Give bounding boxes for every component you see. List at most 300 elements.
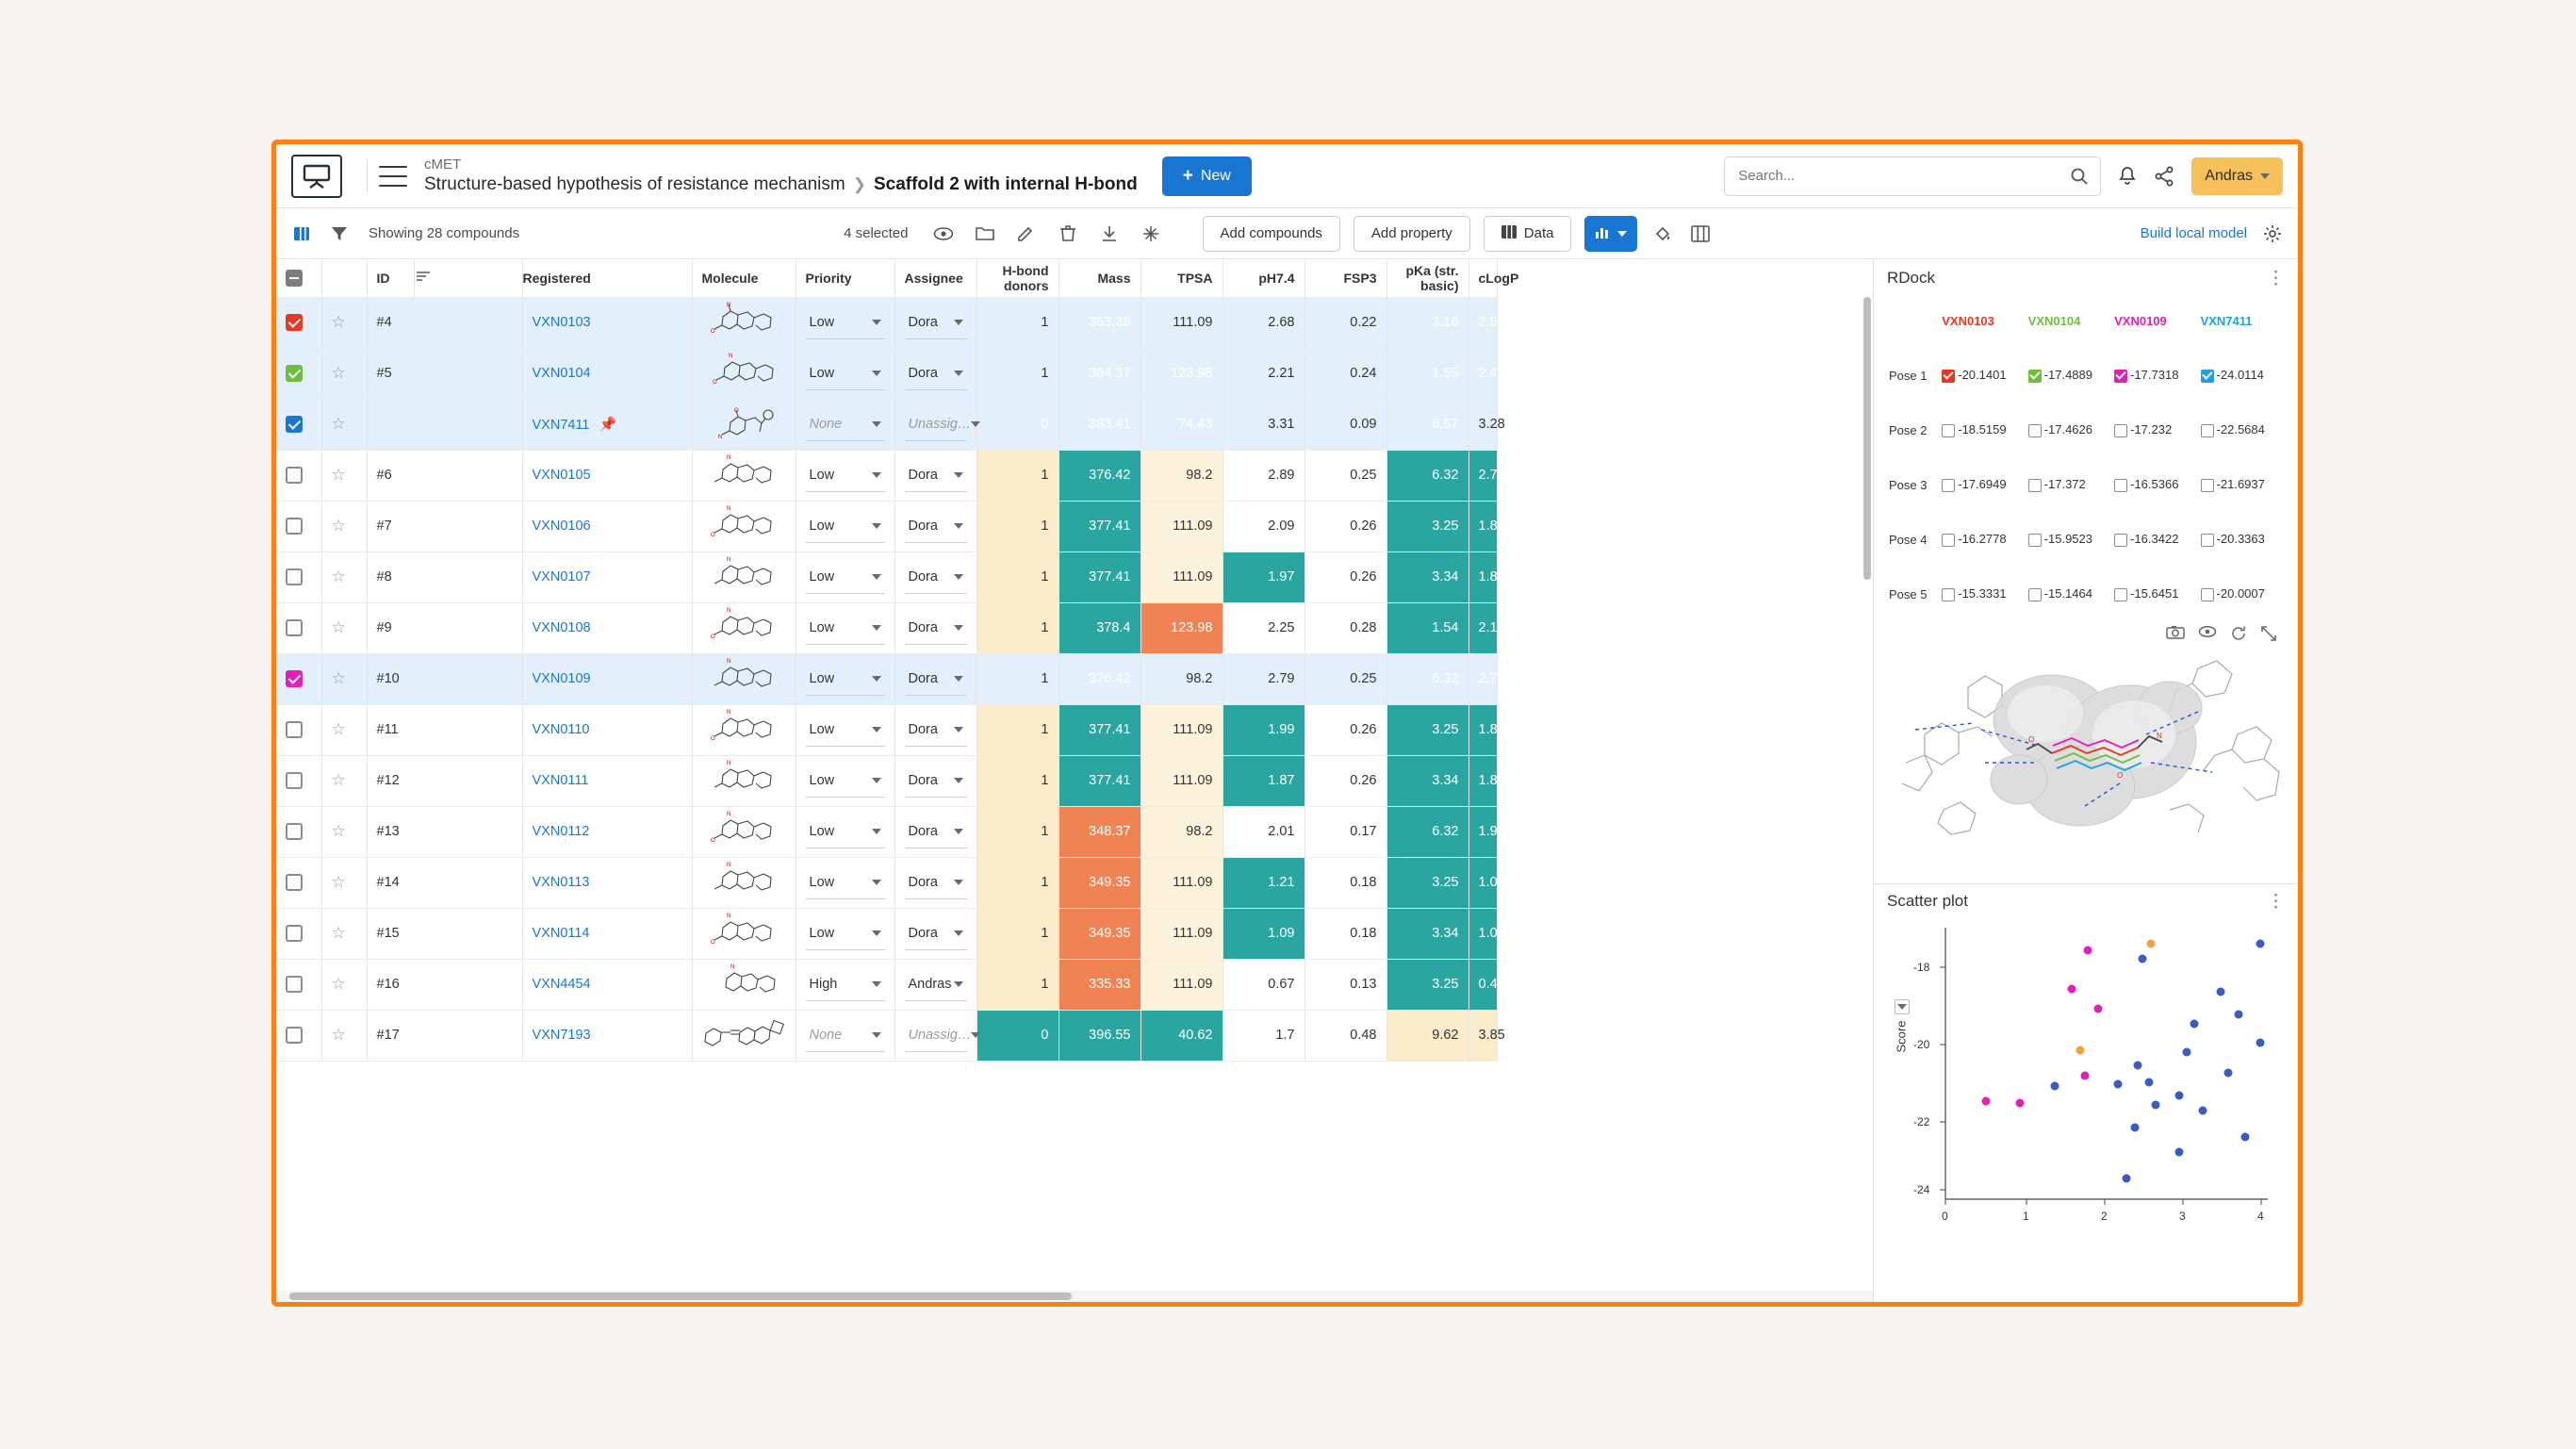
pose-checkbox[interactable] — [1942, 370, 1955, 383]
download-icon[interactable] — [1097, 222, 1122, 246]
col-mass[interactable]: Mass — [1058, 259, 1140, 297]
search-box[interactable] — [1724, 156, 2101, 196]
row-registered[interactable] — [522, 959, 692, 1010]
row-assignee[interactable] — [894, 704, 976, 755]
row-molecule[interactable] — [692, 399, 796, 450]
add-property-button[interactable] — [1354, 216, 1470, 252]
select-all-cell[interactable] — [276, 259, 321, 297]
row-registered[interactable] — [522, 755, 692, 806]
priority-dropdown[interactable] — [806, 306, 885, 339]
table-row[interactable] — [276, 450, 1497, 501]
pose-checkbox[interactable] — [1942, 534, 1955, 547]
star-icon[interactable]: ☆ — [331, 618, 346, 636]
table-row[interactable] — [276, 857, 1497, 908]
rdock-menu-icon[interactable]: ⋮ — [2267, 268, 2285, 288]
row-checkbox[interactable] — [286, 416, 303, 433]
row-molecule[interactable] — [692, 602, 796, 653]
row-registered[interactable] — [522, 908, 692, 959]
user-menu[interactable] — [2191, 157, 2283, 195]
row-molecule[interactable] — [692, 348, 796, 399]
col-priority[interactable]: Priority — [796, 259, 894, 297]
row-priority[interactable] — [796, 348, 894, 399]
row-select-cell[interactable] — [276, 1010, 321, 1061]
row-favorite-cell[interactable] — [321, 501, 367, 552]
assignee-dropdown[interactable] — [905, 306, 967, 339]
row-registered[interactable] — [522, 501, 692, 552]
pose-col-compound[interactable]: VXN0109 — [2114, 313, 2167, 328]
pose-cell[interactable] — [2199, 348, 2285, 403]
row-pka: 3.34 — [1386, 755, 1468, 806]
row-clogp: 1.85 — [1468, 501, 1497, 552]
row-registered[interactable] — [522, 1010, 692, 1061]
row-select-cell[interactable] — [276, 908, 321, 959]
sort-icon[interactable] — [415, 270, 435, 283]
col-tpsa[interactable]: TPSA — [1140, 259, 1222, 297]
pose-checkbox[interactable] — [2114, 479, 2127, 492]
row-registered[interactable] — [522, 704, 692, 755]
svg-text:N: N — [2157, 732, 2162, 740]
pose-cell[interactable] — [1940, 348, 2026, 403]
table-row[interactable] — [276, 806, 1497, 857]
row-favorite-cell[interactable] — [321, 857, 367, 908]
row-checkbox[interactable] — [286, 467, 303, 484]
row-molecule[interactable] — [692, 450, 796, 501]
star-icon[interactable]: ☆ — [331, 924, 346, 942]
pose-checkbox[interactable] — [2114, 370, 2127, 383]
row-molecule[interactable] — [692, 653, 796, 704]
row-checkbox[interactable] — [286, 670, 303, 687]
row-favorite-cell[interactable] — [321, 348, 367, 399]
row-assignee[interactable] — [894, 501, 976, 552]
row-select-cell[interactable] — [276, 450, 321, 501]
priority-dropdown[interactable] — [806, 815, 885, 848]
priority-dropdown[interactable] — [806, 714, 885, 747]
priority-dropdown[interactable] — [806, 765, 885, 798]
pose-checkbox[interactable] — [2114, 588, 2127, 601]
pose-cell[interactable] — [2112, 457, 2198, 512]
registered-link[interactable]: VXN0107 — [532, 569, 591, 585]
molecule-3d-viewer[interactable] — [1887, 621, 2285, 874]
row-select-cell[interactable] — [276, 806, 321, 857]
star-icon[interactable]: ☆ — [331, 364, 346, 382]
registered-link[interactable]: VXN7411 — [532, 418, 590, 433]
row-select-cell[interactable] — [276, 857, 321, 908]
row-priority[interactable] — [796, 501, 894, 552]
app-logo[interactable] — [291, 155, 342, 198]
row-pka: 6.32 — [1386, 806, 1468, 857]
pose-col-compound[interactable]: VXN0103 — [1942, 313, 1994, 328]
pose-cell[interactable] — [2199, 403, 2285, 457]
priority-dropdown[interactable] — [806, 459, 885, 492]
col-registered[interactable]: Registered — [522, 259, 692, 297]
row-molecule[interactable] — [692, 959, 796, 1010]
row-select-cell[interactable] — [276, 755, 321, 806]
pose-checkbox[interactable] — [2114, 424, 2127, 437]
compound-table-pane[interactable] — [276, 259, 1874, 1302]
row-checkbox[interactable] — [286, 568, 303, 585]
table-row[interactable] — [276, 959, 1497, 1010]
row-molecule[interactable] — [692, 501, 796, 552]
row-registered[interactable] — [522, 399, 692, 450]
pose-cell[interactable] — [2026, 457, 2112, 512]
pose-cell[interactable] — [1940, 457, 2026, 512]
priority-dropdown[interactable] — [806, 663, 885, 696]
star-icon[interactable]: ☆ — [331, 313, 346, 331]
row-molecule[interactable] — [692, 704, 796, 755]
breadcrumb-parent[interactable]: Structure-based hypothesis of resistance mechanism — [424, 173, 845, 194]
row-molecule[interactable] — [692, 297, 796, 348]
row-favorite-cell[interactable] — [321, 399, 367, 450]
col-pka[interactable]: pKa (str. basic) — [1386, 259, 1468, 297]
row-checkbox[interactable] — [286, 619, 303, 636]
registered-link[interactable]: VXN0113 — [532, 875, 590, 890]
registered-link[interactable]: VXN0104 — [532, 366, 591, 381]
priority-dropdown[interactable] — [806, 968, 885, 1001]
assignee-dropdown[interactable] — [905, 968, 967, 1001]
row-checkbox[interactable] — [286, 823, 303, 840]
assignee-dropdown[interactable] — [905, 357, 967, 390]
search-icon[interactable] — [2070, 167, 2089, 186]
row-checkbox[interactable] — [286, 976, 303, 993]
assignee-dropdown[interactable] — [905, 408, 972, 441]
row-select-cell[interactable] — [276, 348, 321, 399]
col-hbond-donors[interactable]: H-bond donors — [976, 259, 1058, 297]
row-priority[interactable] — [796, 857, 894, 908]
pose-checkbox[interactable] — [1942, 588, 1955, 601]
pose-cell[interactable] — [2199, 457, 2285, 512]
row-registered[interactable] — [522, 297, 692, 348]
row-molecule[interactable] — [692, 552, 796, 602]
pose-cell[interactable] — [1940, 403, 2026, 457]
pin-icon[interactable]: 📌 — [599, 417, 617, 433]
filter-icon[interactable] — [327, 222, 352, 246]
assignee-dropdown[interactable] — [905, 815, 967, 848]
row-priority[interactable] — [796, 908, 894, 959]
freeze-icon[interactable] — [1139, 222, 1163, 246]
gear-icon[interactable] — [2260, 222, 2285, 246]
row-favorite-cell[interactable] — [321, 653, 367, 704]
row-priority[interactable] — [796, 399, 894, 450]
row-checkbox[interactable] — [286, 365, 303, 382]
registered-link[interactable]: VXN0114 — [532, 926, 590, 941]
row-molecule[interactable] — [692, 1010, 796, 1061]
row-favorite-cell[interactable] — [321, 297, 367, 348]
registered-link[interactable]: VXN0109 — [532, 671, 591, 686]
row-registered[interactable] — [522, 857, 692, 908]
pose-cell[interactable] — [1940, 567, 2026, 621]
row-registered[interactable] — [522, 602, 692, 653]
row-assignee[interactable] — [894, 755, 976, 806]
pose-cell[interactable] — [2112, 403, 2198, 457]
columns-layout-icon[interactable] — [289, 222, 314, 246]
star-icon[interactable]: ☆ — [331, 568, 346, 585]
row-assignee[interactable] — [894, 959, 976, 1010]
row-molecule[interactable] — [692, 755, 796, 806]
select-all-checkbox[interactable] — [286, 270, 303, 287]
row-select-cell[interactable] — [276, 297, 321, 348]
chevron-down-icon — [971, 1032, 980, 1038]
row-priority[interactable] — [796, 450, 894, 501]
pose-cell[interactable] — [2199, 512, 2285, 567]
registered-link[interactable]: VXN0110 — [532, 722, 590, 737]
pose-cell[interactable] — [2026, 348, 2112, 403]
assignee-dropdown[interactable] — [905, 765, 967, 798]
row-checkbox[interactable] — [286, 772, 303, 789]
star-icon[interactable]: ☆ — [331, 517, 346, 535]
edit-icon[interactable] — [1014, 222, 1039, 246]
layout-grid-icon[interactable] — [1688, 222, 1713, 246]
priority-dropdown[interactable] — [806, 1019, 885, 1052]
new-button[interactable] — [1162, 156, 1252, 196]
pose-checkbox[interactable] — [2028, 424, 2042, 437]
assignee-dropdown[interactable] — [905, 1019, 972, 1052]
row-priority[interactable] — [796, 297, 894, 348]
priority-dropdown[interactable] — [806, 510, 885, 543]
row-favorite-cell[interactable] — [321, 806, 367, 857]
row-checkbox[interactable] — [286, 1027, 303, 1044]
table-row[interactable] — [276, 348, 1497, 399]
col-id[interactable]: ID — [367, 259, 414, 297]
row-priority[interactable] — [796, 1010, 894, 1061]
row-priority[interactable] — [796, 806, 894, 857]
row-favorite-cell[interactable] — [321, 704, 367, 755]
pose-checkbox[interactable] — [2028, 370, 2042, 383]
assignee-dropdown[interactable] — [905, 866, 967, 899]
row-checkbox[interactable] — [286, 314, 303, 331]
assignee-dropdown[interactable] — [905, 663, 967, 696]
menu-icon[interactable] — [379, 166, 407, 187]
row-select-cell[interactable] — [276, 602, 321, 653]
pose-checkbox[interactable] — [2201, 424, 2214, 437]
registered-link[interactable]: VXN0112 — [532, 824, 590, 839]
table-vertical-scrollbar[interactable] — [1862, 297, 1873, 863]
data-button[interactable] — [1484, 216, 1572, 252]
row-registered[interactable] — [522, 806, 692, 857]
search-input[interactable] — [1736, 167, 2070, 185]
row-fsp3: 0.48 — [1304, 1010, 1386, 1061]
row-assignee[interactable] — [894, 399, 976, 450]
row-favorite-cell[interactable] — [321, 450, 367, 501]
row-priority[interactable] — [796, 704, 894, 755]
row-favorite-cell[interactable] — [321, 755, 367, 806]
table-row[interactable] — [276, 399, 1497, 450]
row-assignee[interactable] — [894, 602, 976, 653]
col-assignee[interactable]: Assignee — [894, 259, 976, 297]
chevron-down-icon — [954, 472, 963, 478]
pose-col-compound[interactable]: VXN7411 — [2200, 313, 2253, 328]
view-mode-button[interactable] — [1584, 216, 1637, 252]
table-row[interactable] — [276, 501, 1497, 552]
star-icon[interactable]: ☆ — [331, 720, 346, 738]
star-icon[interactable]: ☆ — [331, 669, 346, 687]
pose-checkbox[interactable] — [2028, 588, 2042, 601]
assignee-dropdown[interactable] — [905, 917, 967, 950]
pose-checkbox[interactable] — [2201, 588, 2214, 601]
registered-link[interactable]: VXN0105 — [532, 468, 591, 483]
chevron-down-icon — [954, 676, 963, 682]
notifications-icon[interactable] — [2118, 166, 2137, 187]
row-fsp3: 0.28 — [1304, 602, 1386, 653]
row-assignee[interactable] — [894, 552, 976, 602]
scatter-menu-icon[interactable]: ⋮ — [2267, 891, 2285, 912]
pose-checkbox[interactable] — [2028, 479, 2042, 492]
pose-cell[interactable] — [2112, 348, 2198, 403]
reset-view-icon[interactable] — [2230, 625, 2247, 647]
table-row[interactable] — [276, 908, 1497, 959]
row-select-cell[interactable] — [276, 653, 321, 704]
assignee-value: Dora — [908, 365, 938, 381]
row-molecule[interactable] — [692, 857, 796, 908]
table-horizontal-scrollbar[interactable] — [276, 1291, 1873, 1302]
registered-link[interactable]: VXN7193 — [532, 1028, 591, 1043]
assignee-dropdown[interactable] — [905, 510, 967, 543]
registered-link[interactable]: VXN0111 — [532, 773, 589, 788]
row-assignee[interactable] — [894, 653, 976, 704]
row-id — [367, 399, 522, 450]
row-assignee[interactable] — [894, 450, 976, 501]
table-row[interactable] — [276, 653, 1497, 704]
svg-text:O: O — [710, 329, 715, 335]
row-registered[interactable] — [522, 348, 692, 399]
move-to-folder-icon[interactable] — [973, 222, 997, 246]
scrollbar-thumb[interactable] — [289, 1293, 1072, 1300]
scatter-canvas[interactable] — [1887, 916, 2285, 1242]
row-select-cell[interactable] — [276, 552, 321, 602]
scatter-yaxis-selector[interactable] — [1895, 999, 1910, 1014]
star-icon[interactable]: ☆ — [331, 975, 346, 993]
row-registered[interactable] — [522, 653, 692, 704]
row-favorite-cell[interactable] — [321, 959, 367, 1010]
row-assignee[interactable] — [894, 1010, 976, 1061]
row-registered[interactable] — [522, 450, 692, 501]
row-priority[interactable] — [796, 653, 894, 704]
row-favorite-cell[interactable] — [321, 908, 367, 959]
row-assignee[interactable] — [894, 297, 976, 348]
add-compounds-button[interactable] — [1203, 216, 1340, 252]
pose-cell[interactable] — [2026, 403, 2112, 457]
row-priority[interactable] — [796, 755, 894, 806]
row-priority[interactable] — [796, 552, 894, 602]
col-fsp3[interactable]: FSP3 — [1304, 259, 1386, 297]
row-registered[interactable] — [522, 552, 692, 602]
assignee-dropdown[interactable] — [905, 459, 967, 492]
col-molecule[interactable]: Molecule — [692, 259, 796, 297]
row-select-cell[interactable] — [276, 399, 321, 450]
row-molecule[interactable] — [692, 908, 796, 959]
pose-checkbox[interactable] — [1942, 479, 1955, 492]
table-row[interactable] — [276, 297, 1497, 348]
assignee-dropdown[interactable] — [905, 612, 967, 645]
row-assignee[interactable] — [894, 348, 976, 399]
table-row[interactable] — [276, 552, 1497, 602]
pose-checkbox[interactable] — [1942, 424, 1955, 437]
pose-cell[interactable] — [2026, 567, 2112, 621]
row-favorite-cell[interactable] — [321, 1010, 367, 1061]
row-assignee[interactable] — [894, 806, 976, 857]
row-checkbox[interactable] — [286, 721, 303, 738]
star-icon[interactable]: ☆ — [331, 873, 346, 891]
pose-checkbox[interactable] — [2201, 370, 2214, 383]
pose-checkbox[interactable] — [2028, 534, 2042, 547]
chevron-down-icon — [872, 829, 881, 834]
row-priority[interactable] — [796, 602, 894, 653]
row-hbd: 1 — [976, 959, 1058, 1010]
assignee-dropdown[interactable] — [905, 714, 967, 747]
pose-col-compound[interactable]: VXN0104 — [2027, 313, 2081, 328]
star-icon[interactable]: ☆ — [331, 466, 346, 484]
table-row[interactable] — [276, 1010, 1497, 1061]
assignee-dropdown[interactable] — [905, 561, 967, 594]
pose-table-header — [1887, 293, 2285, 348]
col-clogp[interactable]: cLogP — [1468, 259, 1497, 297]
fullscreen-icon[interactable] — [2260, 625, 2277, 647]
row-select-cell[interactable] — [276, 959, 321, 1010]
row-assignee[interactable] — [894, 908, 976, 959]
svg-text:1: 1 — [2023, 1210, 2029, 1223]
star-icon[interactable]: ☆ — [331, 822, 346, 840]
priority-dropdown[interactable] — [806, 357, 885, 390]
registered-link[interactable]: VXN0103 — [532, 315, 591, 330]
row-priority[interactable] — [796, 959, 894, 1010]
pose-cell[interactable] — [2026, 512, 2112, 567]
pose-cell[interactable] — [2199, 567, 2285, 621]
pose-score: -15.9523 — [2043, 532, 2092, 547]
pose-checkbox[interactable] — [2201, 534, 2214, 547]
pose-checkbox[interactable] — [2114, 534, 2127, 547]
priority-dropdown[interactable] — [806, 612, 885, 645]
priority-dropdown[interactable] — [806, 917, 885, 950]
row-select-cell[interactable] — [276, 501, 321, 552]
table-row[interactable] — [276, 704, 1497, 755]
row-favorite-cell[interactable] — [321, 552, 367, 602]
star-icon[interactable]: ☆ — [331, 771, 346, 789]
pose-cell[interactable] — [2112, 512, 2198, 567]
row-molecule[interactable] — [692, 806, 796, 857]
registered-link[interactable]: VXN4454 — [532, 977, 591, 992]
eye-icon[interactable] — [2198, 625, 2217, 647]
registered-link[interactable]: VXN0108 — [532, 620, 591, 635]
scrollbar-thumb[interactable] — [1863, 297, 1871, 580]
row-checkbox[interactable] — [286, 925, 303, 942]
priority-dropdown[interactable] — [806, 561, 885, 594]
build-local-model-link[interactable]: Build local model — [2140, 225, 2247, 241]
registered-link[interactable]: VXN0106 — [532, 519, 591, 534]
row-hbd: 0 — [976, 399, 1058, 450]
row-select-cell[interactable] — [276, 704, 321, 755]
row-favorite-cell[interactable] — [321, 602, 367, 653]
row-checkbox[interactable] — [286, 518, 303, 535]
table-row[interactable] — [276, 602, 1497, 653]
pose-cell[interactable] — [2112, 567, 2198, 621]
star-icon[interactable]: ☆ — [331, 1026, 346, 1044]
pose-cell[interactable] — [1940, 512, 2026, 567]
pose-checkbox[interactable] — [2201, 479, 2214, 492]
eye-icon[interactable] — [931, 222, 956, 246]
star-icon[interactable]: ☆ — [331, 415, 346, 433]
row-checkbox[interactable] — [286, 874, 303, 891]
delete-icon[interactable] — [1056, 222, 1080, 246]
assignee-value: Unassig… — [908, 416, 972, 432]
fill-color-icon[interactable] — [1650, 222, 1675, 246]
row-assignee[interactable] — [894, 857, 976, 908]
priority-dropdown[interactable] — [806, 866, 885, 899]
camera-icon[interactable] — [2166, 625, 2185, 647]
col-ph74[interactable]: pH7.4 — [1222, 259, 1304, 297]
table-row[interactable] — [276, 755, 1497, 806]
assignee-value: Unassig… — [908, 1027, 972, 1043]
share-icon[interactable] — [2154, 166, 2174, 187]
priority-dropdown[interactable] — [806, 408, 885, 441]
